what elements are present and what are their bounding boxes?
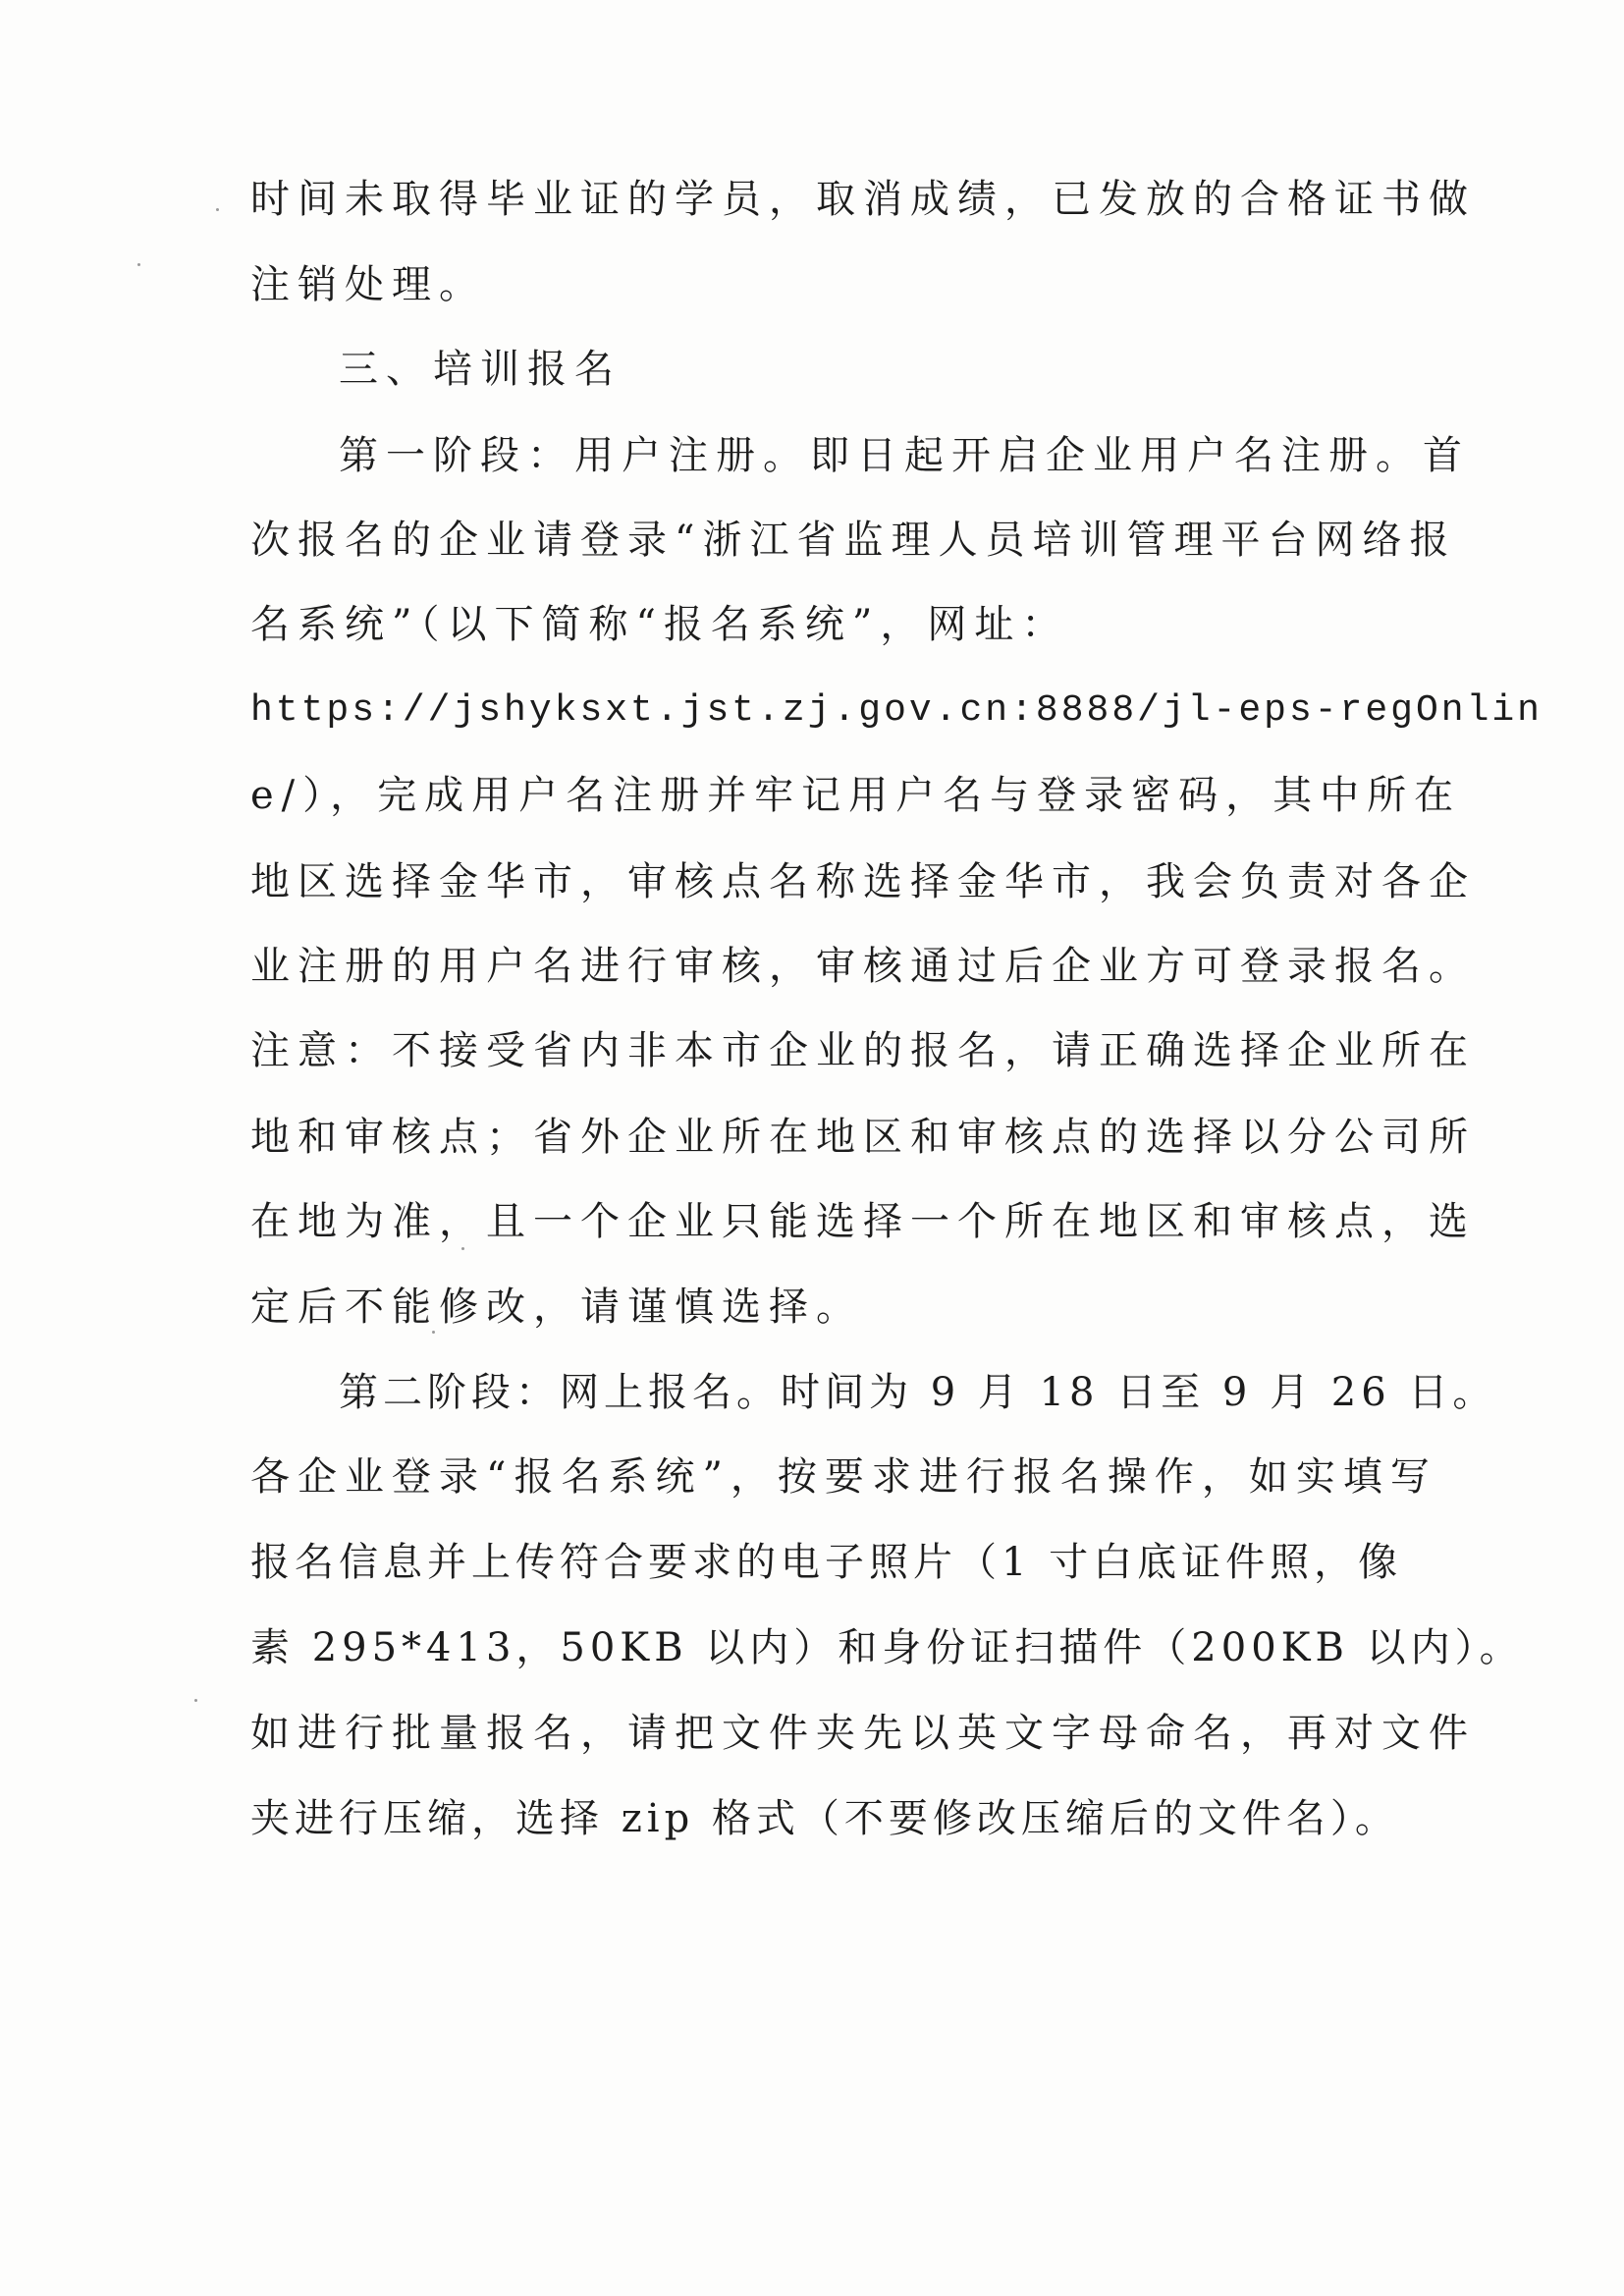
text-line-20: 夹进行压缩，选择 zip 格式（不要修改压缩后的文件名）。 <box>250 1796 1399 1841</box>
text-line-16: 各企业登录“报名系统”，按要求进行报名操作，如实填写 <box>250 1454 1437 1500</box>
scan-speck <box>461 1247 464 1250</box>
text-line-18: 素 295*413，50KB 以内）和身份证扫描件（200KB 以内）。 <box>250 1625 1524 1670</box>
text-line-5: 次报名的企业请登录“浙江省监理人员培训管理平台网络报 <box>250 518 1457 563</box>
text-line-11: 注意：不接受省内非本市企业的报名，请正确选择企业所在 <box>250 1028 1476 1073</box>
text-line-9: 地区选择金华市，审核点名称选择金华市，我会负责对各企 <box>250 859 1476 904</box>
scan-speck <box>432 1331 435 1334</box>
text-line-12: 地和审核点；省外企业所在地区和审核点的选择以分公司所 <box>250 1115 1476 1160</box>
text-line-10: 业注册的用户名进行审核，审核通过后企业方可登录报名。 <box>250 944 1476 989</box>
text-line-6: 名系统”（以下简称“报名系统”，网址： <box>250 602 1069 647</box>
text-line-13: 在地为准，且一个企业只能选择一个所在地区和审核点，选 <box>250 1199 1476 1244</box>
text-line-17: 报名信息并上传符合要求的电子照片（1 寸白底证件照，像 <box>250 1540 1403 1585</box>
scan-speck <box>194 1699 197 1702</box>
text-line-8: e/），完成用户名注册并牢记用户名与登录密码，其中所在 <box>250 773 1462 818</box>
text-line-15: 第二阶段：网上报名。时间为 9 月 18 日至 9 月 26 日。 <box>339 1370 1497 1415</box>
text-line-4: 第一阶段：用户注册。即日起开启企业用户名注册。首 <box>339 433 1470 478</box>
section-heading: 三、培训报名 <box>339 347 622 392</box>
text-line-1: 时间未取得毕业证的学员，取消成绩，已发放的合格证书做 <box>250 177 1476 222</box>
text-line-14: 定后不能修改，请谨慎选择。 <box>250 1285 863 1330</box>
text-line-19: 如进行批量报名，请把文件夹先以英文字母命名，再对文件 <box>250 1711 1476 1756</box>
url-line: https://jshyksxt.jst.zj.gov.cn:8888/jl-eps-regOnlin <box>250 689 1543 732</box>
text-line-2: 注销处理。 <box>250 262 486 307</box>
scan-speck <box>137 263 140 266</box>
scan-speck <box>216 208 219 211</box>
